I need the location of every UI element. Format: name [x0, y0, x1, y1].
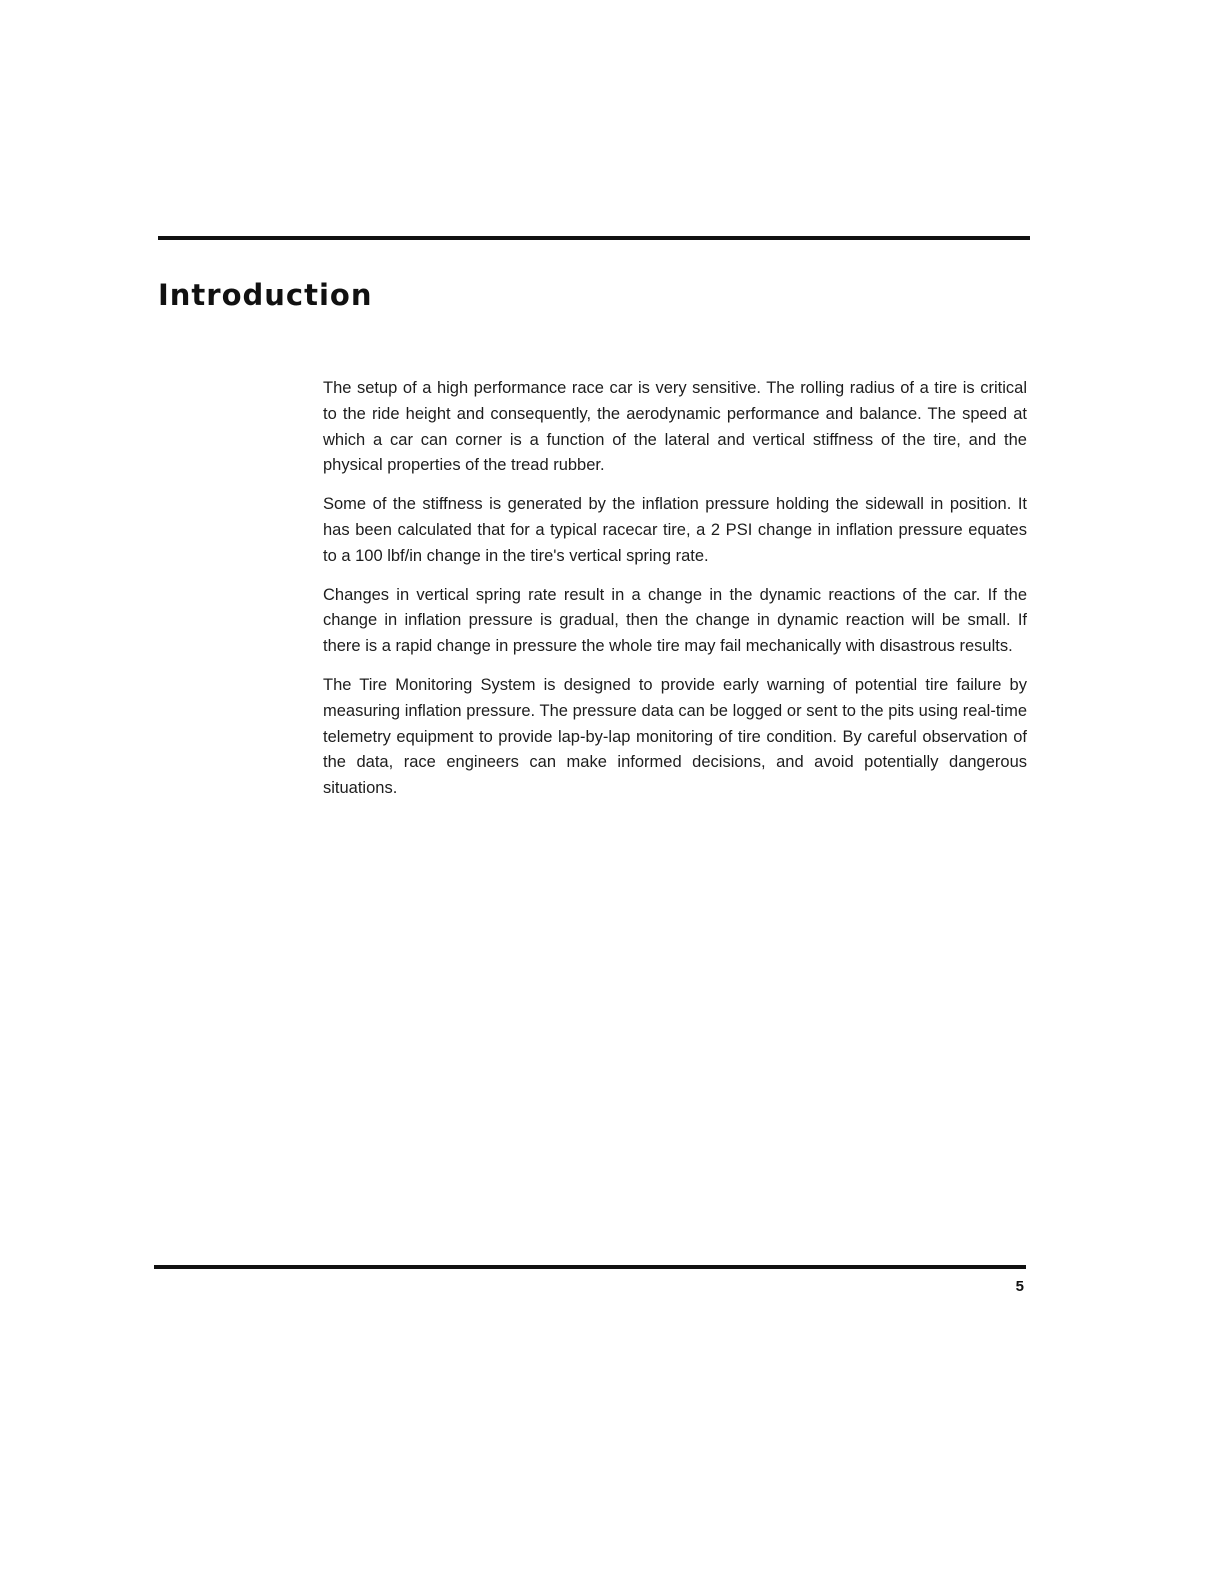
footer-rule	[154, 1265, 1026, 1269]
section-title: Introduction	[158, 278, 373, 312]
paragraph: The setup of a high performance race car is very sensitive. The rolling radius of a tire is critical to the ride height and consequently, the aerodynamic performance and balance. The speed at which a car can corner is a function of the lateral and vertical stiffness of the tire, and the physical properties of the tread rubber.	[323, 379, 1027, 475]
paragraph: The Tire Monitoring System is designed to provide early warning of potential tire failure by measuring inflation pressure. The pressure data can be logged or sent to the pits using real-time telemetry equipment to provide lap-by-lap monitoring of tire condition. By careful observation of the data, race engineers can make informed decisions, and avoid potentially dangerous situations.	[323, 675, 1027, 798]
body-text	[323, 376, 1027, 815]
paragraph: Some of the stiffness is generated by the inflation pressure holding the sidewall in position. It has been calculated that for a typical racecar tire, a 2 PSI change in inflation pressure equates to a 100 lbf/in change in the tire's vertical spring rate.	[323, 495, 1027, 565]
header-rule	[158, 236, 1030, 240]
page-number: 5	[1015, 1278, 1024, 1295]
paragraph: Changes in vertical spring rate result in a change in the dynamic reactions of the car. If the change in inflation pressure is gradual, then the change in dynamic reaction will be small. If there is a rapid change in pressure the whole tire may fail mechanically with disastrous results.	[323, 585, 1027, 656]
